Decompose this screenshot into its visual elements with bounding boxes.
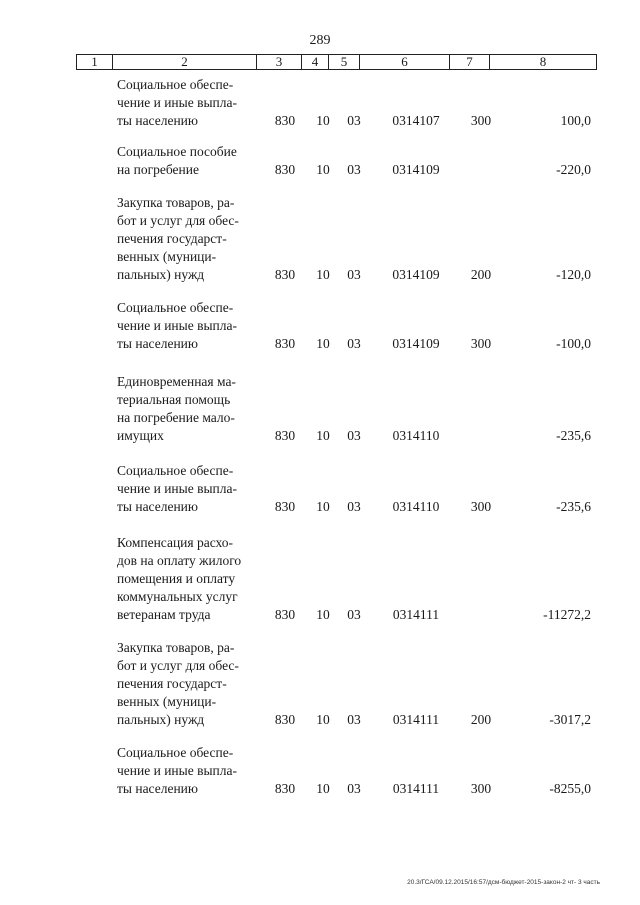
- table-row: [0, 744, 640, 798]
- row-cell-c6: 0314109: [392, 336, 440, 351]
- row-description: Компенсация расхо- дов на оплату жилого помещения и оплату коммунальных услуг ветеранам труда: [117, 535, 242, 622]
- row-cell-c5: 03: [347, 607, 361, 622]
- row-cell-c3: 830: [274, 428, 296, 443]
- table-row: [0, 194, 640, 284]
- row-cell-c5: 03: [347, 712, 361, 727]
- row-description: Закупка товаров, ра- бот и услуг для обес- печения государст- венных (муници- пальных) нужд: [117, 195, 239, 282]
- header-cell-5: 5: [329, 55, 360, 69]
- table-row: [0, 639, 640, 729]
- row-cell-c6: 0314109: [392, 162, 440, 177]
- row-cell-c8: -8255,0: [549, 781, 591, 796]
- row-cell-c6: 0314111: [392, 712, 440, 727]
- table-row: [0, 373, 640, 445]
- row-cell-c6: 0314109: [392, 267, 440, 282]
- row-cell-c3: 830: [274, 336, 296, 351]
- row-cell-c8: 100,0: [560, 113, 591, 128]
- row-cell-c4: 10: [316, 499, 330, 514]
- header-cell-3: 3: [257, 55, 302, 69]
- row-cell-c6: 0314107: [392, 113, 440, 128]
- row-cell-c4: 10: [316, 607, 330, 622]
- row-cell-c8: -3017,2: [549, 712, 591, 727]
- row-cell-c8: -235,6: [556, 499, 591, 514]
- row-cell-c3: 830: [274, 267, 296, 282]
- row-cell-c4: 10: [316, 336, 330, 351]
- header-cell-6: 6: [360, 55, 450, 69]
- header-cell-2: 2: [113, 55, 257, 69]
- table-row: [0, 76, 640, 130]
- row-cell-c6: 0314111: [392, 607, 440, 622]
- header-cell-8: 8: [539, 54, 547, 69]
- row-cell-c6: 0314110: [392, 428, 440, 443]
- row-cell-c4: 10: [316, 113, 330, 128]
- row-cell-c8: -235,6: [556, 428, 591, 443]
- row-cell-c4: 10: [316, 781, 330, 796]
- header-cell-1: 1: [77, 55, 113, 69]
- footer-note: 20.3/ГСА/09.12.2015/16:57/дсм-бюджет-2015-закон-2 чт- 3 часть: [407, 879, 600, 886]
- row-cell-c5: 03: [347, 781, 361, 796]
- row-cell-c4: 10: [316, 712, 330, 727]
- row-cell-c5: 03: [347, 267, 361, 282]
- table-row: [0, 462, 640, 516]
- page-number: 289: [309, 33, 331, 48]
- row-description: Единовременная ма- териальная помощь на погребение мало- имущих: [117, 374, 236, 443]
- table-header-row: [76, 54, 597, 70]
- row-cell-c7: 300: [470, 499, 492, 514]
- row-cell-c4: 10: [316, 428, 330, 443]
- row-cell-c6: 0314111: [392, 781, 440, 796]
- row-description: Социальное обеспе- чение и иные выпла- ты населению: [117, 745, 237, 796]
- row-cell-c5: 03: [347, 162, 361, 177]
- row-cell-c7: 300: [470, 781, 492, 796]
- row-cell-c5: 03: [347, 113, 361, 128]
- row-cell-c5: 03: [347, 336, 361, 351]
- row-description: Социальное обеспе- чение и иные выпла- ты населению: [117, 77, 237, 128]
- table-row: [0, 143, 640, 179]
- row-cell-c8: -120,0: [556, 267, 591, 282]
- row-description: Социальное обеспе- чение и иные выпла- ты населению: [117, 300, 237, 351]
- row-cell-c3: 830: [274, 113, 296, 128]
- row-cell-c4: 10: [316, 162, 330, 177]
- row-cell-c5: 03: [347, 428, 361, 443]
- row-cell-c3: 830: [274, 781, 296, 796]
- row-description: Социальное пособие на погребение: [117, 144, 237, 177]
- row-cell-c4: 10: [316, 267, 330, 282]
- header-cell-4: 4: [302, 55, 329, 69]
- row-cell-c3: 830: [274, 162, 296, 177]
- row-description: Закупка товаров, ра- бот и услуг для обес- печения государст- венных (муници- пальных) нужд: [117, 640, 239, 727]
- row-cell-c5: 03: [347, 499, 361, 514]
- row-cell-c3: 830: [274, 712, 296, 727]
- row-cell-c7: 200: [470, 267, 492, 282]
- row-cell-c7: 200: [470, 712, 492, 727]
- row-cell-c8: -100,0: [556, 336, 591, 351]
- row-cell-c8: -220,0: [556, 162, 591, 177]
- table-row: [0, 534, 640, 624]
- row-cell-c8: -11272,2: [543, 607, 591, 622]
- row-cell-c7: 300: [470, 336, 492, 351]
- row-cell-c3: 830: [274, 607, 296, 622]
- row-description: Социальное обеспе- чение и иные выпла- ты населению: [117, 463, 237, 514]
- header-cell-7: 7: [450, 55, 490, 69]
- row-cell-c6: 0314110: [392, 499, 440, 514]
- row-cell-c3: 830: [274, 499, 296, 514]
- row-cell-c7: 300: [470, 113, 492, 128]
- table-row: [0, 299, 640, 353]
